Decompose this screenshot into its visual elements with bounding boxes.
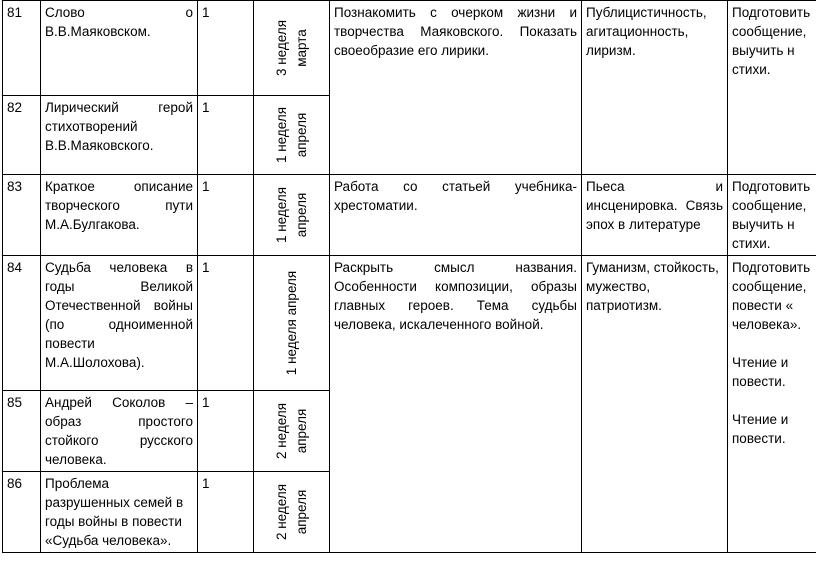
lesson-date	[254, 472, 330, 553]
lesson-topic: Лирический герой стихотворений В.В.Маяковского.	[41, 96, 198, 175]
table-row	[3, 175, 816, 256]
lesson-content: Познакомить с очерком жизни и творчества Маяковского. Показать своеобразие его лирики.	[330, 1, 582, 175]
lesson-homework	[728, 256, 816, 553]
lesson-plan-table	[2, 0, 816, 553]
lesson-date	[254, 391, 330, 472]
lesson-date	[254, 175, 330, 256]
lesson-topic-text: Слово	[45, 5, 85, 20]
lesson-number: 84	[3, 256, 41, 391]
lesson-date-rotated	[272, 403, 312, 459]
date-line: марта	[293, 29, 309, 67]
lesson-date-rotated	[272, 107, 312, 163]
lesson-date-rotated	[272, 484, 312, 540]
lesson-topic-text: В.В.Маяковском.	[45, 24, 151, 39]
lesson-date-rotated	[272, 187, 312, 243]
homework-text: Чтение и повести.	[732, 355, 789, 389]
lesson-number: 81	[3, 1, 41, 96]
lesson-homework: Подготовить сообщение, выучить н стихи.	[728, 1, 816, 175]
lesson-content: Работа со статьей учебника-хрестоматии.	[330, 175, 582, 256]
date-line: апреля	[293, 489, 309, 535]
homework-text: Чтение и повести.	[732, 412, 789, 446]
lesson-topic	[41, 1, 198, 96]
lesson-topic: Проблема разрушенных семей в годы войны в повести «Судьба человека».	[41, 472, 198, 553]
lesson-hours: 1	[198, 1, 254, 96]
lesson-hours: 1	[198, 175, 254, 256]
lesson-concepts: Публицистичность, агитационность, лиризм.	[582, 1, 728, 175]
lesson-date	[254, 1, 330, 96]
date-line: 3 неделя	[273, 19, 289, 77]
lesson-topic: Краткое описание творческого пути М.А.Булгакова.	[41, 175, 198, 256]
lesson-topic: Судьба человека в годы Великой Отечественной войны (по одноименной повести М.А.Шолохова).	[41, 256, 198, 391]
table-row	[3, 1, 816, 96]
date-line: 1 неделя	[273, 106, 289, 164]
lesson-topic-text: о	[185, 5, 193, 20]
date-line: 1 неделя	[273, 186, 289, 244]
lesson-concepts: Пьеса и инсценировка. Связь эпох в литературе	[582, 175, 728, 256]
date-line: 2 неделя	[273, 483, 289, 541]
lesson-homework: Подготовить сообщение, выучить н стихи.	[728, 175, 816, 256]
lesson-date	[254, 96, 330, 175]
date-line: 1 неделя апреля	[283, 270, 299, 376]
date-line: апреля	[293, 112, 309, 158]
lesson-date	[254, 256, 330, 391]
lesson-date-rotated	[272, 20, 312, 76]
date-line: апреля	[293, 408, 309, 454]
lesson-topic: Андрей Соколов – образ простого стойкого русского человека.	[41, 391, 198, 472]
lesson-number: 85	[3, 391, 41, 472]
lesson-date-rotated	[282, 271, 302, 375]
lesson-hours: 1	[198, 391, 254, 472]
lesson-hours: 1	[198, 96, 254, 175]
lesson-number: 83	[3, 175, 41, 256]
lesson-concepts: Гуманизм, стойкость, мужество, патриотизм.	[582, 256, 728, 553]
table-row	[3, 256, 816, 391]
lesson-number: 82	[3, 96, 41, 175]
lesson-number: 86	[3, 472, 41, 553]
homework-text: Подготовить сообщение, повести « человека».	[732, 260, 811, 332]
date-line: апреля	[293, 192, 309, 238]
lesson-hours: 1	[198, 256, 254, 391]
lesson-hours: 1	[198, 472, 254, 553]
date-line: 2 неделя	[273, 402, 289, 460]
lesson-content: Раскрыть смысл названия. Особенности композиции, образы главных героев. Тема судьбы человека, искалеченного войной.	[330, 256, 582, 553]
